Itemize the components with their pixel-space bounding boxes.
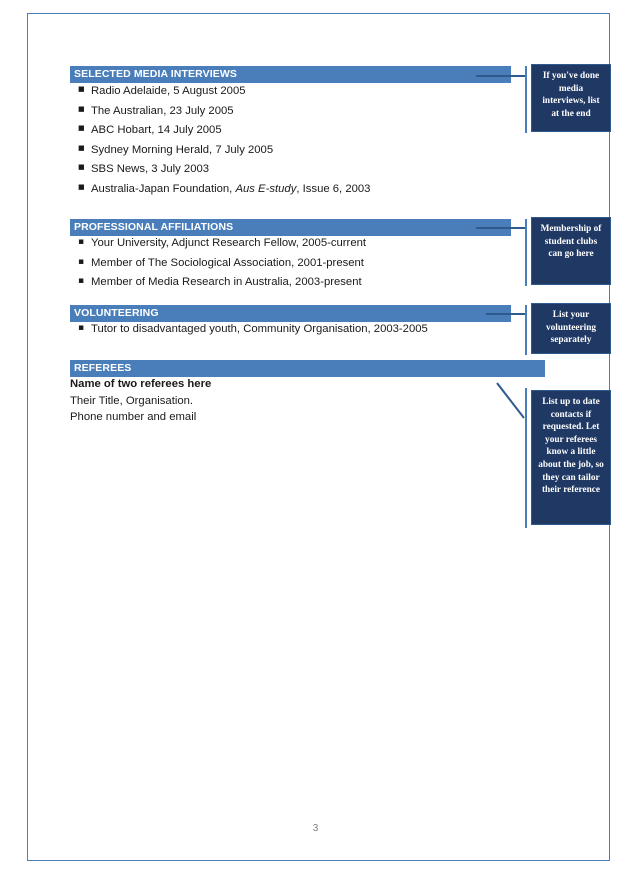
square-bullet-icon: ■ [78, 143, 85, 152]
square-bullet-icon: ■ [78, 104, 85, 113]
callout-referees [531, 390, 611, 525]
referee-title-line: Their Title, Organisation. [70, 394, 194, 407]
section-header-media-interviews [70, 66, 511, 83]
list-item-text: Member of Media Research in Australia, 2003-present [91, 276, 362, 289]
callout-text: If you've done media interviews, list at the end [542, 71, 600, 119]
callout-connector-vertical [525, 388, 527, 528]
section-title: SELECTED MEDIA INTERVIEWS [74, 68, 237, 80]
list-item-text: SBS News, 3 July 2003 [91, 163, 210, 176]
list-item-text: Radio Adelaide, 5 August 2005 [91, 85, 246, 97]
square-bullet-icon: ▪ [78, 323, 85, 333]
square-bullet-icon: ▪ [78, 276, 85, 287]
callout-volunteering [531, 303, 611, 354]
referees-details [70, 378, 211, 428]
list-item-text: The Australian, 23 July 2005 [91, 104, 234, 117]
callout-text: List up to date contacts if requested. Let your referees know a little about the job, so they can tailor their reference [538, 397, 604, 496]
callout-affiliations [531, 217, 611, 285]
list-item-text: Member of The Sociological Association, 2001-present [91, 256, 364, 269]
callout-connector-vertical [525, 219, 527, 286]
list-item-text: Tutor to disadvantaged youth, Community Organisation, 2003-2005 [91, 323, 428, 335]
section-header-referees [70, 360, 545, 377]
square-bullet-icon: ■ [78, 182, 85, 191]
list-item-text: Sydney Morning Herald, 7 July 2005 [91, 143, 274, 156]
referee-name-line: Name of two referees here [70, 378, 212, 390]
callout-connector-vertical [525, 305, 527, 355]
section-title: PROFESSIONAL AFFILIATIONS [74, 221, 234, 233]
square-bullet-icon: ▪ [78, 256, 85, 267]
referee-contact-line: Phone number and email [70, 411, 197, 423]
callout-connector-line [476, 75, 526, 77]
page-number: 3 [312, 823, 319, 834]
callout-text: List your volunteering separately [545, 310, 597, 346]
square-bullet-icon: ■ [78, 124, 85, 133]
section-title: REFEREES [74, 362, 132, 374]
square-bullet-icon: ■ [78, 85, 85, 93]
callout-connector-line [476, 227, 526, 229]
section-header-volunteering [70, 305, 511, 322]
callout-connector-line [486, 313, 526, 315]
list-item-text: ABC Hobart, 14 July 2005 [91, 124, 222, 137]
callout-media [531, 64, 611, 132]
list-item-text: Australia-Japan Foundation, Aus E-study, Issue 6, 2003 [91, 182, 371, 195]
section-header-professional-affiliations [70, 219, 511, 236]
callout-text: Membership of student clubs can go here [540, 224, 602, 260]
callout-connector-vertical [525, 66, 527, 133]
section-title: VOLUNTEERING [74, 307, 159, 319]
square-bullet-icon: ■ [78, 163, 85, 172]
square-bullet-icon: ▪ [78, 237, 85, 247]
list-item-text: Your University, Adjunct Research Fellow, 2005-current [91, 237, 367, 249]
